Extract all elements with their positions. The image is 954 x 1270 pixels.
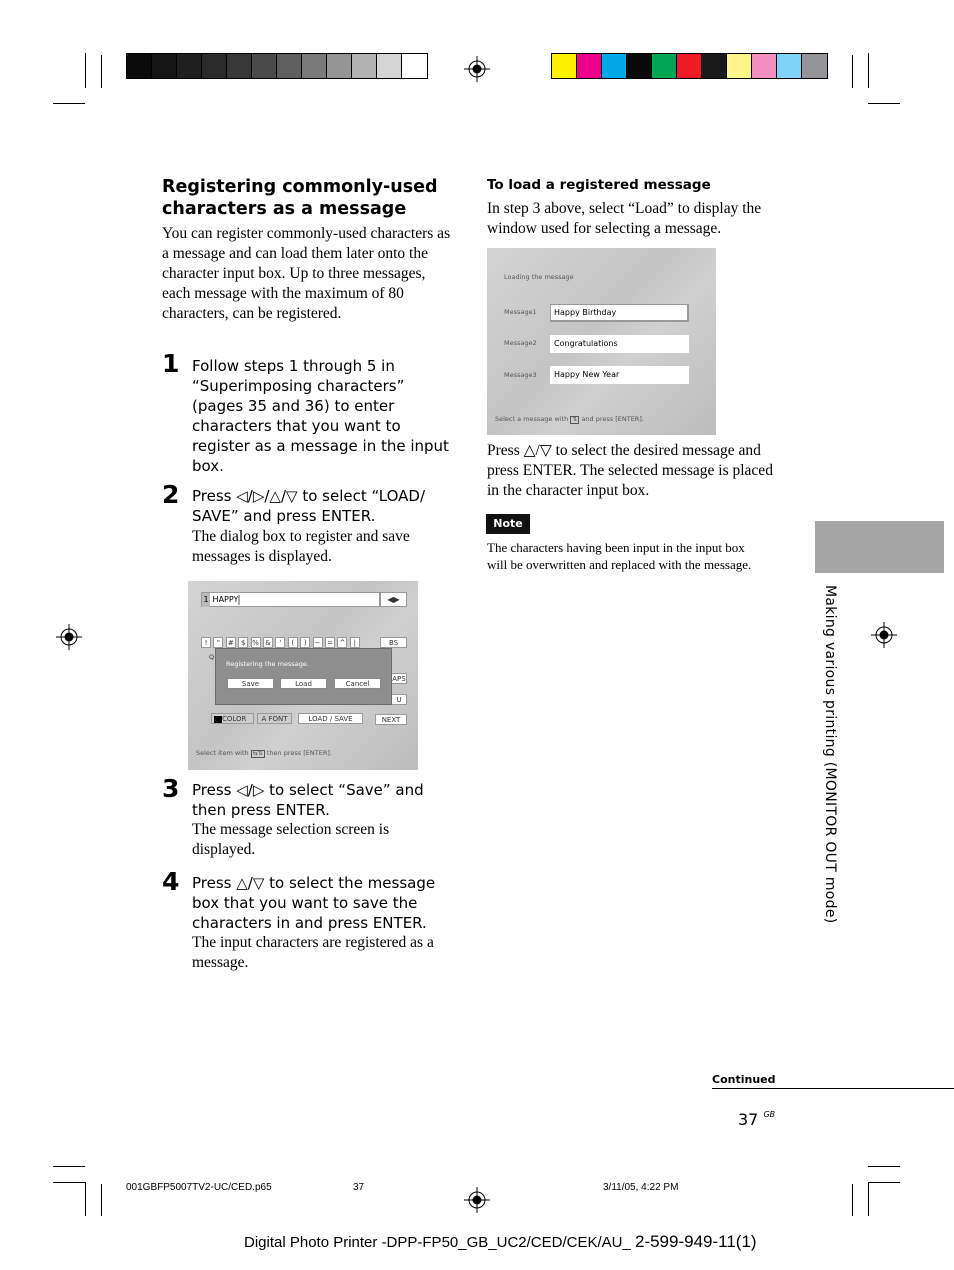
product-code: 2-599-949-11(1)	[634, 1232, 757, 1251]
input-index: 1	[202, 593, 210, 607]
color-swatch	[177, 54, 202, 78]
color-swatch	[352, 54, 377, 78]
step-3-detail: The message selection screen is displayed.	[192, 821, 390, 858]
color-bar	[551, 53, 828, 79]
color-swatch	[202, 54, 227, 78]
step-4-text: Press △/▽ to select the message box that you want to save the characters in and press ENTER.	[192, 874, 436, 932]
screen-title: Loading the message	[504, 273, 574, 281]
continued-rule	[712, 1088, 954, 1089]
crop-mark	[852, 55, 853, 88]
registration-target-icon	[464, 1187, 490, 1213]
keyboard-key[interactable]: |	[350, 637, 360, 648]
step-2-text: Press ◁/▷/△/▽ to select “LOAD/ SAVE” and press ENTER.	[192, 487, 426, 525]
color-swatch	[702, 54, 727, 78]
dialog-title: Registering the message.	[226, 660, 309, 668]
keyboard-key[interactable]: '	[275, 637, 285, 648]
section-intro: You can register commonly-used characters as a message and can load them later onto the character input box. Up to three messages, each message with the maximum of 80 characters, can be registered.	[162, 225, 451, 322]
color-swatch	[602, 54, 627, 78]
color-swatch	[377, 54, 402, 78]
step-number: 4	[162, 867, 180, 896]
color-swatch	[552, 54, 577, 78]
font-button[interactable]: A FONT	[257, 713, 292, 724]
message-label: Message3	[504, 371, 537, 379]
color-swatch	[577, 54, 602, 78]
keyboard-key[interactable]: %	[252, 639, 259, 647]
message-slot-3[interactable]: Happy New Year	[550, 366, 689, 384]
color-swatch	[152, 54, 177, 78]
keyboard-key[interactable]: =	[325, 637, 335, 648]
crop-mark	[868, 103, 900, 104]
crop-mark	[85, 53, 86, 88]
color-swatch	[327, 54, 352, 78]
key-partial[interactable]: U	[391, 694, 407, 705]
save-button[interactable]: Save	[227, 678, 274, 689]
message-label: Message1	[504, 308, 537, 316]
color-swatch	[752, 54, 777, 78]
arrow-keys-icon: ⇅	[572, 416, 578, 423]
grayscale-bar	[126, 53, 428, 79]
hint-text: Select item with ⇆⇅ then press [ENTER].	[196, 749, 332, 757]
after-load-text: Press △/▽ to select the desired message and press ENTER. The selected message is placed in the character input box.	[487, 442, 773, 499]
next-button[interactable]: NEXT	[375, 714, 407, 725]
side-label	[810, 585, 846, 945]
color-swatch	[127, 54, 152, 78]
key-partial: Q	[209, 653, 215, 661]
keyboard-key[interactable]: −	[313, 637, 323, 648]
crop-mark	[852, 1184, 853, 1216]
section-title: Registering commonly-used characters as a message	[162, 177, 438, 219]
keyboard-key[interactable]: ^	[337, 637, 347, 648]
color-swatch	[627, 54, 652, 78]
hint-text: Select a message with ⇅ and press [ENTER].	[495, 415, 644, 423]
load-save-button[interactable]: LOAD / SAVE	[298, 713, 363, 724]
keyboard-key[interactable]: "	[213, 637, 223, 648]
step-4-detail: The input characters are registered as a message.	[192, 934, 434, 971]
registration-target-icon	[871, 622, 897, 648]
registration-target-icon	[464, 56, 490, 82]
load-message-screenshot	[487, 248, 716, 435]
side-label-text: Making various printing (MONITOR OUT mode)	[822, 585, 838, 924]
crop-mark	[868, 1182, 869, 1216]
cancel-button[interactable]: Cancel	[334, 678, 381, 689]
message-slot-1[interactable]: Happy Birthday	[550, 304, 689, 322]
file-name: 001GBFP5007TV2-UC/CED.p65	[126, 1182, 272, 1193]
message-slot-2[interactable]: Congratulations	[550, 335, 689, 353]
file-date: 3/11/05, 4:22 PM	[603, 1182, 679, 1193]
crop-mark	[868, 1166, 900, 1167]
color-swatch	[677, 54, 702, 78]
crop-mark	[868, 1182, 900, 1183]
crop-mark	[53, 1166, 85, 1167]
color-swatch	[777, 54, 802, 78]
keyboard-key[interactable]: (	[288, 637, 298, 648]
register-dialog	[215, 648, 392, 705]
keyboard-key[interactable]: !	[201, 637, 211, 648]
arrow-keys-icon: ⇆⇅	[252, 750, 263, 757]
color-swatch	[302, 54, 327, 78]
load-text: In step 3 above, select “Load” to display the window used for selecting a message.	[487, 200, 762, 237]
registration-target-icon	[56, 624, 82, 650]
keyboard-key[interactable]: &	[263, 637, 273, 648]
input-box	[201, 592, 380, 607]
keyboard-key[interactable]: )	[300, 637, 310, 648]
color-swatch	[227, 54, 252, 78]
step-number: 3	[162, 774, 180, 803]
keyboard-key[interactable]: $	[238, 637, 248, 648]
caps-key[interactable]: APS	[392, 675, 406, 683]
color-swatch	[802, 54, 827, 78]
crop-mark	[53, 1182, 85, 1183]
crop-mark	[101, 1184, 102, 1216]
step-3-text: Press ◁/▷ to select “Save” and then press ENTER.	[192, 781, 424, 819]
step-number: 1	[162, 349, 180, 378]
load-heading: To load a registered message	[487, 177, 711, 193]
input-value: HAPPY	[212, 595, 239, 604]
color-swatch	[277, 54, 302, 78]
product-name: Digital Photo Printer -DPP-FP50_GB_UC2/CED/CEK/AU_	[244, 1234, 631, 1251]
backspace-key[interactable]: BS	[380, 637, 407, 648]
note-text: The characters having been input in the input box will be overwritten and replaced with the message.	[487, 540, 752, 572]
save-dialog-screenshot	[188, 581, 418, 770]
step-1-text: Follow steps 1 through 5 in “Superimposing characters” (pages 35 and 36) to enter characters that you want to register as a message in the input box.	[192, 357, 449, 475]
color-swatch	[252, 54, 277, 78]
color-swatch	[402, 54, 427, 78]
color-swatch	[652, 54, 677, 78]
continued-label: Continued	[712, 1073, 776, 1086]
product-line	[244, 1232, 757, 1252]
crop-mark	[85, 1182, 86, 1216]
message-label: Message2	[504, 339, 537, 347]
file-page: 37	[353, 1182, 365, 1193]
note-badge: Note	[486, 514, 530, 534]
step-number: 2	[162, 480, 180, 509]
section-tab	[815, 521, 944, 573]
crop-mark	[53, 103, 85, 104]
color-swatch-icon	[214, 716, 222, 723]
page-number: 37 $^{GB}$	[738, 1110, 776, 1129]
color-swatch	[727, 54, 752, 78]
keyboard-key[interactable]: #	[226, 637, 236, 648]
color-button[interactable]: COLOR	[211, 713, 254, 724]
load-button[interactable]: Load	[280, 678, 327, 689]
crop-mark	[868, 53, 869, 88]
cursor-arrows: ◀▶	[380, 592, 407, 607]
crop-mark	[101, 55, 102, 88]
step-2-detail: The dialog box to register and save messages is displayed.	[192, 528, 410, 565]
